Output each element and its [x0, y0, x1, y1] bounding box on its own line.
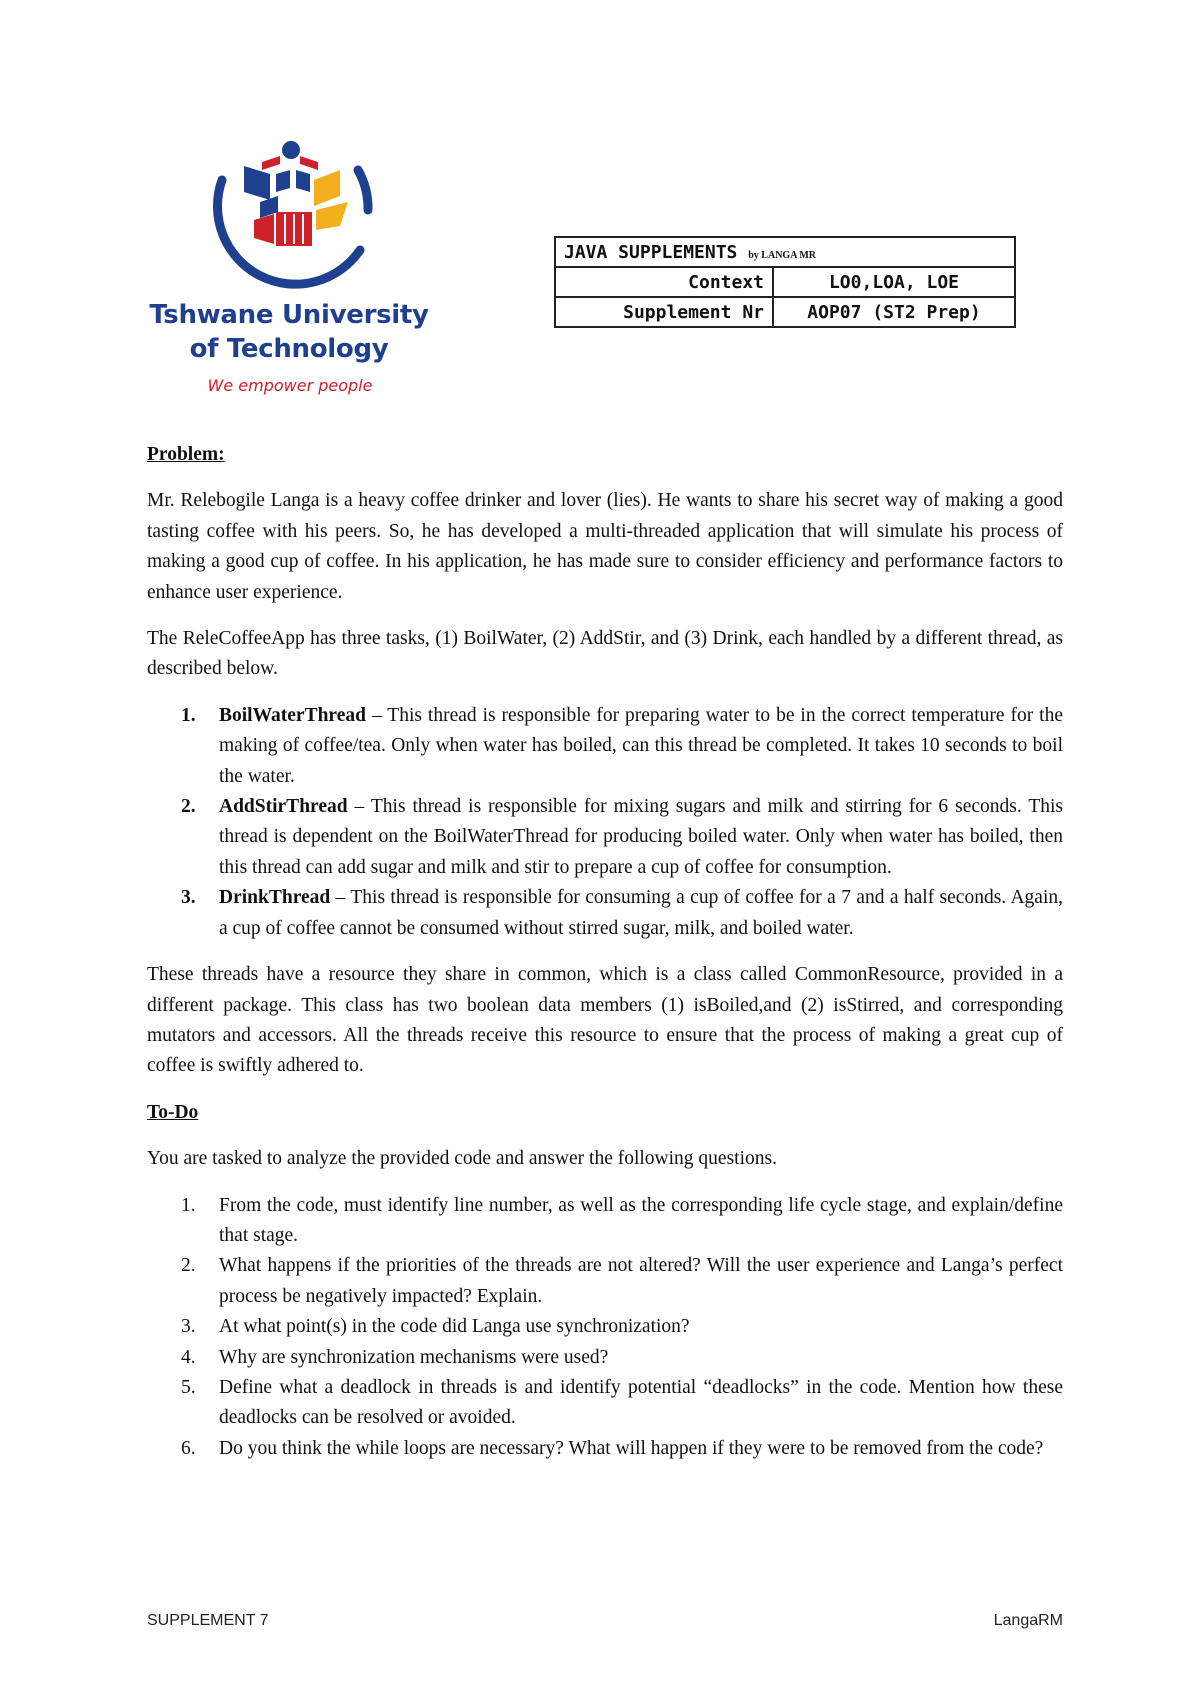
todo-intro: You are tasked to analyze the provided code and answer the following questions.	[147, 1148, 777, 1170]
question-text: From the code, must identify line number, as well as the corresponding life cycle stage, and explain/define that stage.	[219, 1194, 1063, 1246]
university-name-line1: Tshwane University	[149, 300, 429, 330]
list-item	[147, 701, 1063, 792]
list-number: 6.	[181, 1437, 196, 1459]
list-item	[147, 1343, 1063, 1373]
list-number: 1.	[181, 1194, 196, 1216]
list-item	[147, 792, 1063, 883]
list-item	[147, 883, 1063, 944]
question-text: Why are synchronization mechanisms were used?	[219, 1346, 609, 1368]
footer-right: LangaRM	[993, 1612, 1063, 1629]
info-value: AOP07 (ST2 Prep)	[773, 297, 1015, 327]
problem-paragraph: The ReleCoffeeApp has three tasks, (1) BoilWater, (2) AddStir, and (3) Drink, each handled by a different thread, as described below.	[147, 628, 1063, 680]
info-row-supplement	[555, 297, 1015, 327]
question-text: Define what a deadlock in threads is and identify potential “deadlocks” in the code. Mention how these deadlocks can be resolved or avoided.	[219, 1376, 1063, 1429]
supplement-info-table	[554, 236, 1016, 328]
thread-description: – This thread is responsible for consuming a cup of coffee for a 7 and a half seconds. Again, a cup of coffee cannot be consumed without stirred sugar, milk, and boiled water.	[219, 887, 1063, 939]
problem-paragraph: Mr. Relebogile Langa is a heavy coffee drinker and lover (lies). He wants to share his secret way of making a good tasting coffee with his peers. So, he has developed a multi-threaded application that will simulate his process of making a good cup of coffee. In his application, he has made sure to consider efficiency and performance factors to enhance user experience.	[147, 490, 1063, 603]
question-text: Do you think the while loops are necessary? What will happen if they were to be removed from the code?	[219, 1437, 1044, 1459]
list-number: 3.	[181, 1316, 196, 1338]
list-number: 2.	[181, 796, 196, 818]
thread-name: DrinkThread	[219, 887, 331, 909]
thread-list	[147, 701, 1063, 944]
info-value: LO0,LOA, LOE	[773, 267, 1015, 297]
question-list	[147, 1191, 1063, 1465]
info-author-text: by LANGA MR	[748, 249, 817, 261]
university-name	[144, 298, 434, 366]
info-label: Context	[555, 267, 773, 297]
list-item	[147, 1191, 1063, 1252]
thread-name: AddStirThread	[219, 796, 348, 818]
list-item	[147, 1251, 1063, 1312]
list-item	[147, 1373, 1063, 1434]
list-number: 2.	[181, 1255, 196, 1277]
info-label: Supplement Nr	[555, 297, 773, 327]
list-number: 5.	[181, 1376, 196, 1398]
info-table-title	[555, 237, 1015, 267]
question-text: What happens if the priorities of the threads are not altered? Will the user experience and Langa’s perfect process be negatively impacted? Explain.	[219, 1255, 1063, 1307]
todo-heading: To-Do	[147, 1101, 199, 1123]
question-text: At what point(s) in the code did Langa use synchronization?	[219, 1316, 690, 1338]
info-title-text: JAVA SUPPLEMENTS	[564, 241, 738, 263]
list-number: 1.	[181, 704, 196, 726]
university-name-line2: of Technology	[189, 334, 389, 364]
university-logo	[140, 140, 440, 410]
problem-heading: Problem:	[147, 444, 225, 465]
thread-name: BoilWaterThread	[219, 704, 366, 726]
thread-description: – This thread is responsible for preparing water to be in the correct temperature for the making of coffee/tea. Only when water has boiled, can this thread be completed. It takes 10 seconds to boil the water.	[219, 704, 1063, 787]
list-number: 3.	[181, 887, 196, 909]
list-item	[147, 1434, 1063, 1464]
thread-description: – This thread is responsible for mixing sugars and milk and stirring for 6 seconds. This thread is dependent on the BoilWaterThread for producing boiled water. Only when water has boiled, then this thread can add sugar and milk and stir to prepare a cup of coffee for consumption.	[219, 796, 1063, 878]
footer-left: SUPPLEMENT 7	[147, 1612, 269, 1629]
info-row-context	[555, 267, 1015, 297]
document-body	[147, 440, 1063, 1480]
university-slogan: We empower people	[207, 376, 373, 395]
list-number: 4.	[181, 1346, 196, 1368]
problem-paragraph: These threads have a resource they share in common, which is a class called CommonResource, provided in a different package. This class has two boolean data members (1) isBoiled,and (2) isStirred, and corresponding mutators and accessors. All the threads receive this resource to ensure that the process of making a great cup of coffee is swiftly adhered to.	[147, 964, 1063, 1077]
list-item	[147, 1312, 1063, 1342]
university-emblem-icon	[200, 140, 380, 290]
